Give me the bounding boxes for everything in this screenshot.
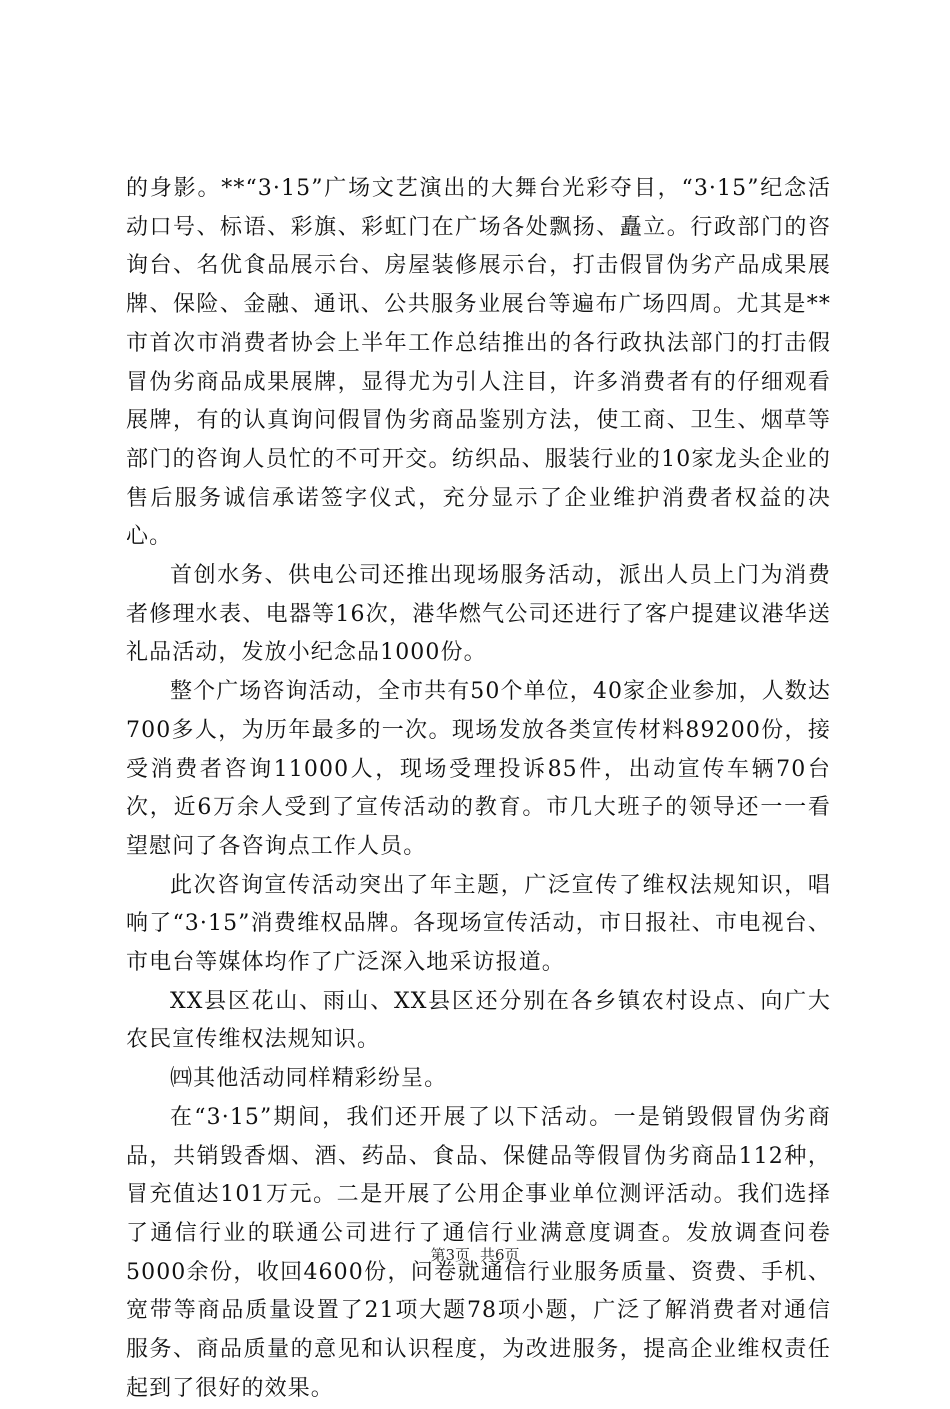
paragraph-1: 的身影。**“3·15”广场文艺演出的大舞台光彩夺目，“3·15”纪念活动口号、标语、彩旗、彩虹门在广场各处飘扬、矗立。行政部门的咨询台、名优食品展示台、房屋装修展示台，打击假冒伪劣产品成果展牌、保险、金融、通讯、公共服务业展台等遍布广场四周。尤其是**市首次市消费者协会上半年工作总结推出的各行政执法部门的打击假冒伪劣商品成果展牌，显得尤为引人注目，许多消费者有的仔细观看展牌，有的认真询问假冒伪劣商品鉴别方法，使工商、卫生、烟草等部门的咨询人员忙的不可开交。纺织品、服装行业的10家龙头企业的售后服务诚信承诺签字仪式，充分显示了企业维护消费者权益的决心。 [126,176,831,550]
document-body [126,170,831,1409]
page-number: 第3页 [430,1246,470,1264]
paragraph-2: 首创水务、供电公司还推出现场服务活动，派出人员上门为消费者修理水表、电器等16次，港华燃气公司还进行了客户提建议港华送礼品活动，发放小纪念品1000份。 [126,563,831,666]
paragraph-5: XX县区花山、雨山、XX县区还分别在各乡镇农村设点、向广大农民宣传维权法规知识。 [126,988,831,1053]
paragraph-7: 在“3·15”期间，我们还开展了以下活动。一是销毁假冒伪劣商品，共销毁香烟、酒、药品、食品、保健品等假冒伪劣商品112种，冒充值达101万元。二是开展了公用企事业单位测评活动。我们选择了通信行业的联通公司进行了通信行业满意度调查。发放调查问卷5000余份，收回4600份，问卷就通信行业服务质量、资费、手机、宽带等商品质量设置了21项大题78项小题，广泛了解消费者对通信服务、商品质量的意见和认识程度，为改进服务，提高企业维权责任起到了很好的效果。 [126,1104,831,1401]
paragraph-4: 此次咨询宣传活动突出了年主题，广泛宣传了维权法规知识，唱响了“3·15”消费维权品牌。各现场宣传活动，市日报社、市电视台、市电台等媒体均作了广泛深入地采访报道。 [126,872,831,976]
page-total: 共6页 [480,1246,520,1264]
paragraph-3: 整个广场咨询活动，全市共有50个单位，40家企业参加，人数达700多人，为历年最多的一次。现场发放各类宣传材料89200份，接受消费者咨询11000人，现场受理投诉85件，出动宣传车辆70台次，近6万余人受到了宣传活动的教育。市几大班子的领导还一一看望慰问了各咨询点工作人员。 [126,679,831,859]
paragraph-6-heading: ㈣其他活动同样精彩纷呈。 [170,1066,448,1092]
page-footer [0,1244,950,1265]
